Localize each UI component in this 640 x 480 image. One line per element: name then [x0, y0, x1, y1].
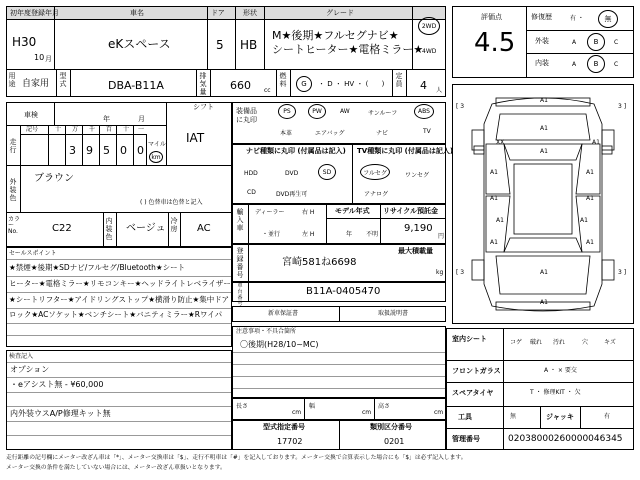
footer-line-2: メーター交換の条件を満たしていない場合には、メーター改ざん車扱いとなります。	[6, 465, 226, 471]
fuel-label: 燃料	[279, 72, 287, 88]
dmg-a1-hood: A1	[540, 125, 548, 132]
windshield-value: A ・ × 要交	[544, 367, 577, 374]
person-unit: 人	[436, 87, 443, 94]
import-right: 右 H	[302, 209, 315, 216]
mileage-digit-2: 9	[86, 144, 93, 157]
mileage-unit-ten: 十	[123, 126, 130, 133]
shape-label: 形状	[243, 9, 257, 17]
inspector-line-4: 内外装ウスA/P修理キット無	[10, 409, 111, 418]
header-strip	[7, 7, 445, 20]
windshield-label: フロントガラス	[452, 367, 501, 375]
import-dealer: ディーラー	[255, 209, 285, 216]
model-year-unknown: 不明	[366, 231, 379, 238]
inspector-line-2: ・eアシスト無 - ¥60,000	[10, 380, 104, 389]
ext-c: C	[614, 39, 619, 46]
score-label: 評価点	[481, 13, 502, 21]
dim-width-unit: cm	[362, 409, 372, 416]
dmg-a1-left-rear-door: A1	[490, 195, 498, 202]
score-value: 4.5	[474, 28, 516, 58]
equipment-label: 装備品に丸印	[236, 107, 257, 124]
navi-hdd: HDD	[244, 170, 258, 177]
sales-points-title: セールスポイント	[9, 250, 57, 257]
repair-none-circle: 無	[598, 10, 618, 28]
tools-value: 無	[510, 413, 517, 420]
import-left: 左 H	[302, 231, 315, 238]
sales-line-2: ヒーター★電格ミラー★リモコンキー★ヘッドライトレベライザー	[9, 279, 231, 288]
inspection-month: 月	[138, 115, 145, 123]
dmg-a1-right-pillar: A1	[580, 217, 588, 224]
dmg-a1-right-front-door: A1	[586, 169, 594, 176]
tv-title: TV種類に丸印 (付属品は記入)	[357, 147, 454, 155]
bracket-rear-right: 3 ]	[618, 269, 627, 276]
dim-length: 長さ	[236, 403, 249, 410]
seat-label: 室内シート	[452, 335, 487, 343]
km-circle: km	[149, 151, 163, 163]
capacity-value: 4	[420, 79, 427, 92]
car-name-value: eKスペース	[108, 37, 171, 51]
dmg-a1-right-quarter: A1	[586, 239, 594, 246]
class-label: 類別区分番号	[370, 423, 412, 431]
cc-unit: cc	[264, 87, 271, 94]
color-code-value: C22	[52, 223, 72, 234]
dmg-a1-left-front-door: A1	[490, 169, 498, 176]
first-reg-label: 初年度登録年月	[10, 9, 59, 17]
import-label: 輸入車	[236, 208, 244, 232]
door-value: 5	[216, 38, 224, 52]
dimensions-frame	[232, 398, 446, 420]
mileage-digit-3: 5	[103, 144, 110, 157]
interior-color-label: 内装色	[105, 217, 113, 241]
color-code-label: カラー No.	[8, 216, 21, 235]
dim-width: 幅	[309, 403, 316, 410]
mileage-unit-symbol: 記号	[26, 126, 39, 133]
mgmt-value: 02038000260000046345	[508, 434, 623, 444]
model-year-unit: 年	[346, 231, 353, 238]
equip-pw: PW	[308, 104, 326, 119]
seat-yogore: 汚れ	[553, 339, 566, 346]
first-reg-month: 10	[34, 53, 45, 62]
repair-label: 修復歴	[531, 13, 552, 21]
tools-label: 工具	[458, 413, 472, 421]
interior-color-value: ベージュ	[126, 223, 166, 234]
disp-value: 660	[230, 79, 251, 92]
car-name-label: 車名	[130, 9, 144, 17]
mileage-digit-1: 3	[69, 144, 76, 157]
repair-options: 有 ・	[570, 15, 584, 22]
recycle-label: リサイクル預託金	[383, 207, 439, 215]
spare-label: スペアタイヤ	[452, 389, 494, 397]
grade-line2: シートヒーター★電格ミラー★	[272, 43, 424, 56]
inspection-year: 年	[103, 115, 110, 123]
mileage-unit-one: 一	[138, 126, 145, 133]
drive-4wd: 4WD	[422, 48, 437, 55]
mileage-unit-10: 十	[55, 126, 62, 133]
dmg-xx-left-fender: XX	[496, 139, 505, 146]
chassis-label: 車台番号	[237, 283, 243, 307]
bracket-front-right: 3 ]	[618, 103, 627, 110]
mgmt-label: 管理番号	[452, 435, 480, 443]
fuel-g-circle: G	[296, 76, 312, 92]
model-year-label: モデル年式	[335, 207, 370, 215]
navi-dvd-play: DVD再生可	[276, 191, 308, 198]
disp-label: 排気量	[199, 72, 207, 96]
equip-tv: TV	[423, 128, 431, 135]
seat-koge: コゲ	[510, 339, 523, 346]
navi-dvd: DVD	[285, 170, 299, 177]
footer-line-1: 走行距離の記号欄にメーター改ざん車は「*」、メーター交換車は「$」、走行不明車は「#」を記入しております。メーター交換で合算表示した場合にも「$」は必ず記入します。	[6, 455, 467, 461]
equip-abs: ABS	[414, 104, 434, 119]
equip-aw: AW	[340, 108, 350, 115]
dim-length-unit: cm	[292, 409, 302, 416]
seat-kizu: キズ	[604, 339, 616, 346]
equip-ps: PS	[278, 104, 296, 119]
capacity-label: 定員	[395, 72, 403, 88]
drive-2wd-circle: 2WD	[418, 17, 440, 35]
door-label: ドア	[211, 9, 225, 17]
dmg-a1-right-rear-door: A1	[586, 195, 594, 202]
color-note: ( ) 色替車は色替と記入	[140, 199, 203, 206]
ban-value: 自家用	[22, 79, 50, 89]
shift-label: シフト	[193, 103, 214, 111]
dmg-a1-tailgate: A1	[540, 269, 548, 276]
fuel-options: ・ D ・ HV ・ ( )	[318, 80, 385, 88]
reg-value: 宮崎581ね6698	[282, 257, 357, 268]
sales-line-1: ★禁煙★後期★SDナビ/フルセグ/Bluetooth★シート	[9, 263, 186, 272]
max-load-unit: kg	[436, 269, 444, 276]
model-label: 型式	[59, 72, 67, 88]
color-value: ブラウン	[34, 173, 74, 184]
jack-label: ジャッキ	[546, 413, 574, 421]
tv-oneseg: ワンセグ	[405, 172, 430, 179]
grade-line1: M★後期★フルセグナビ★	[272, 29, 399, 42]
recycle-value: 9,190	[404, 223, 433, 234]
first-reg-era: H30	[12, 35, 37, 49]
navi-cd: CD	[247, 189, 256, 196]
mileage-unit-1000: 千	[89, 126, 96, 133]
equip-leather: 本革	[280, 130, 293, 137]
max-load-label: 最大積載量	[398, 247, 433, 255]
mileage-unit-100: 百	[106, 126, 113, 133]
mile-unit: マイル	[148, 141, 166, 148]
dmg-a1-rear-bumper: A1	[540, 299, 548, 306]
dmg-a1-left-quarter: A1	[490, 239, 498, 246]
tv-fullseg: フルセグ	[360, 164, 390, 180]
sales-line-3: ★シートリフター★アイドリングストップ★横滑り防止★集中ドア	[9, 295, 230, 304]
dmg-a1-right-fender: A1	[592, 139, 600, 146]
inspection-label: 車検	[24, 111, 38, 119]
ac-value: AC	[197, 223, 211, 234]
dim-height-unit: cm	[434, 409, 444, 416]
mileage-unit-10000: 万	[72, 126, 79, 133]
mileage-side-label: 走行	[9, 138, 17, 154]
ext-label: 外装	[535, 37, 549, 45]
dmg-a1-front-bumper: A1	[540, 97, 548, 104]
month-unit: 月	[45, 55, 52, 63]
import-parallel: ・並行	[262, 231, 281, 238]
model-value: DBA-B11A	[108, 79, 164, 92]
int-c: C	[614, 61, 619, 68]
sales-line-4: ロック★ACソケット★ベンチシート★バニティミラー★Rワイパ	[9, 310, 223, 319]
jack-value: 有	[604, 413, 611, 420]
usage-label: 用途	[8, 72, 16, 88]
shift-value: IAT	[186, 131, 205, 145]
recycle-yen: 円	[438, 233, 445, 240]
seat-ana: 穴	[582, 339, 589, 346]
bracket-rear-left: [ 3	[456, 269, 465, 276]
ext-a: A	[572, 39, 577, 46]
equip-navi: ナビ	[376, 130, 389, 137]
mileage-digit-5: 0	[137, 144, 144, 157]
inspector-title: 検査記入	[9, 353, 34, 360]
int-b-circle: B	[587, 55, 605, 73]
car-diagram	[452, 84, 634, 324]
ac-label: 冷房	[170, 217, 178, 233]
warranty-label: 新車保証書	[268, 310, 299, 317]
int-label: 内装	[535, 59, 549, 67]
class-value: 0201	[384, 437, 405, 446]
notes-title: 注意事項・不具合箇所	[236, 328, 297, 335]
navi-sd: SD	[318, 164, 336, 180]
color-side-label: 外装色	[9, 178, 17, 202]
tv-analog: アナログ	[364, 191, 389, 198]
seat-yabure: 破れ	[530, 339, 543, 346]
equip-airbag: エアバッグ	[315, 130, 345, 137]
equip-sunroof: サンルーフ	[368, 110, 398, 117]
dim-height: 高さ	[378, 403, 391, 410]
spare-value: T ・ 修理KIT ・ 欠	[530, 389, 581, 396]
grade-label: グレード	[326, 9, 354, 17]
int-a: A	[572, 61, 577, 68]
inspector-line-1: オプション	[10, 365, 50, 374]
reg-label: 登録番号	[236, 247, 244, 279]
dmg-a1-windshield: A1	[540, 148, 548, 155]
bracket-front-left: [ 3	[456, 103, 465, 110]
designation-value: 17702	[277, 437, 303, 446]
manual-label: 取扱説明書	[378, 310, 409, 317]
shape-value: HB	[240, 38, 258, 52]
designation-label: 型式指定番号	[263, 423, 305, 431]
mileage-digit-4: 0	[120, 144, 127, 157]
chassis-value: B11A-0405470	[306, 286, 381, 297]
navi-title: ナビ種類に丸印 (付属品は記入)	[246, 147, 346, 155]
notes-line1: 〇後期(H28/10~MC)	[240, 340, 319, 349]
ext-b-circle: B	[587, 33, 605, 51]
dmg-a1-left-pillar: A1	[496, 217, 504, 224]
